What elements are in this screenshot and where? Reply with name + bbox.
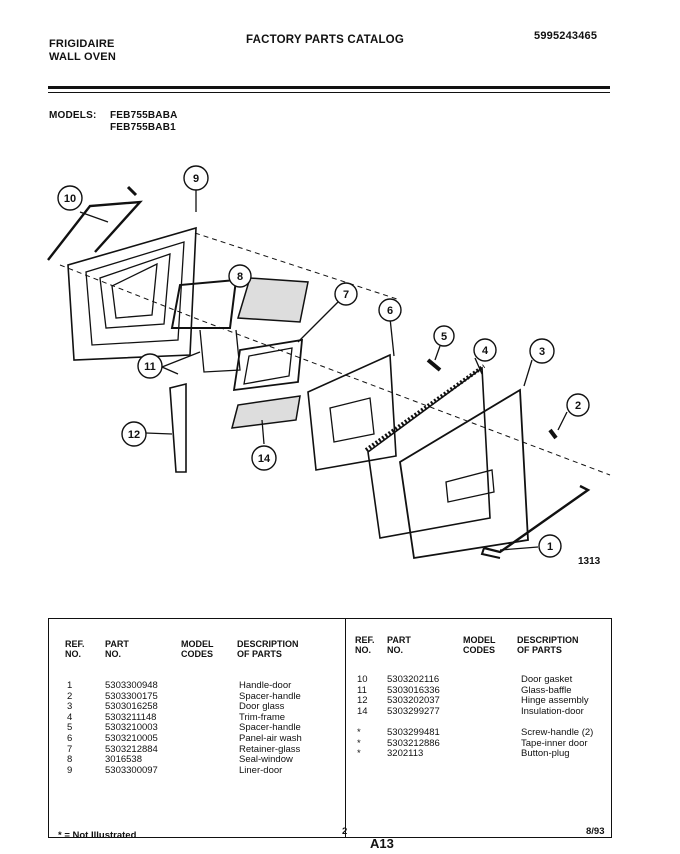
model-number: FEB755BAB1 xyxy=(110,122,176,133)
column-header-ref: REF. NO. xyxy=(65,639,85,659)
insulation-door xyxy=(232,396,300,428)
column-header-model: MODEL CODES xyxy=(181,639,214,659)
column-header-description: DESCRIPTION OF PARTS xyxy=(517,635,579,655)
handle-door xyxy=(484,486,588,552)
part-number-column: 5303300948 5303300175 5303016258 5303211148 5303210003 5303210005 5303212884 3016538 5303300097 xyxy=(105,680,158,776)
callout-label: 14 xyxy=(257,453,271,465)
callout-label: 5 xyxy=(440,331,448,343)
page-title: FACTORY PARTS CATALOG xyxy=(246,34,404,46)
figure-number: 1313 xyxy=(578,556,601,567)
callout-label: 4 xyxy=(481,345,489,357)
page-number: 2 xyxy=(342,826,348,837)
column-header-part: PART NO. xyxy=(387,635,411,655)
column-header-part: PART NO. xyxy=(105,639,129,659)
retainer-glass xyxy=(234,340,302,390)
parts-table xyxy=(48,618,612,838)
description-column: Handle-door Spacer-handle Door glass Trim-frame Spacer-handle Panel-air wash Retainer-glass Seal-window Liner-door xyxy=(239,680,302,776)
callout-label: 2 xyxy=(574,400,582,412)
callout-label: 3 xyxy=(538,346,546,358)
catalog-number: 5995243465 xyxy=(534,30,598,42)
models-label: MODELS: xyxy=(49,110,97,121)
brand-name: FRIGIDAIRE xyxy=(49,38,115,50)
header-rule-thin xyxy=(48,92,610,93)
revision-date: 8/93 xyxy=(586,826,605,837)
glass-baffle xyxy=(200,330,240,372)
door-gasket xyxy=(48,202,140,260)
liner-door xyxy=(68,228,196,360)
callout-label: 12 xyxy=(127,429,141,441)
part-number-column: 5303202116 5303016336 5303202037 5303299277 5303299481 5303212886 3202113 xyxy=(387,674,440,760)
callout-label: 10 xyxy=(63,193,77,205)
column-header-model: MODEL CODES xyxy=(463,635,496,655)
panel-air-wash xyxy=(308,355,396,470)
hinge-assembly xyxy=(170,384,186,472)
page-code: A13 xyxy=(370,836,394,851)
product-name: WALL OVEN xyxy=(49,51,116,63)
exploded-parts-diagram xyxy=(0,150,680,590)
spacer-handle xyxy=(428,360,440,370)
header-rule-thick xyxy=(48,86,610,89)
callout-label: 7 xyxy=(342,289,350,301)
callout-label: 11 xyxy=(144,361,156,373)
trim-frame xyxy=(366,366,490,538)
table-divider xyxy=(345,619,346,837)
column-header-description: DESCRIPTION OF PARTS xyxy=(237,639,299,659)
column-header-ref: REF. NO. xyxy=(355,635,375,655)
callout-label: 6 xyxy=(386,305,394,317)
description-column: Door gasket Glass-baffle Hinge assembly Insulation-door Screw-handle (2) Tape-inner door Button-plug xyxy=(521,674,594,760)
table-row: 10 11 12 14 * * * xyxy=(357,674,368,760)
insulation-door xyxy=(238,278,308,322)
callout-label: 8 xyxy=(236,271,244,283)
callout-label: 9 xyxy=(192,173,200,185)
footnote: * = Not Illustrated xyxy=(58,830,137,841)
table-row: 1 2 3 4 5 6 7 8 9 xyxy=(67,680,73,776)
model-number: FEB755BABA xyxy=(110,110,178,121)
screw xyxy=(128,187,136,195)
callout-label: 1 xyxy=(546,541,554,553)
spacer-handle xyxy=(550,430,556,438)
